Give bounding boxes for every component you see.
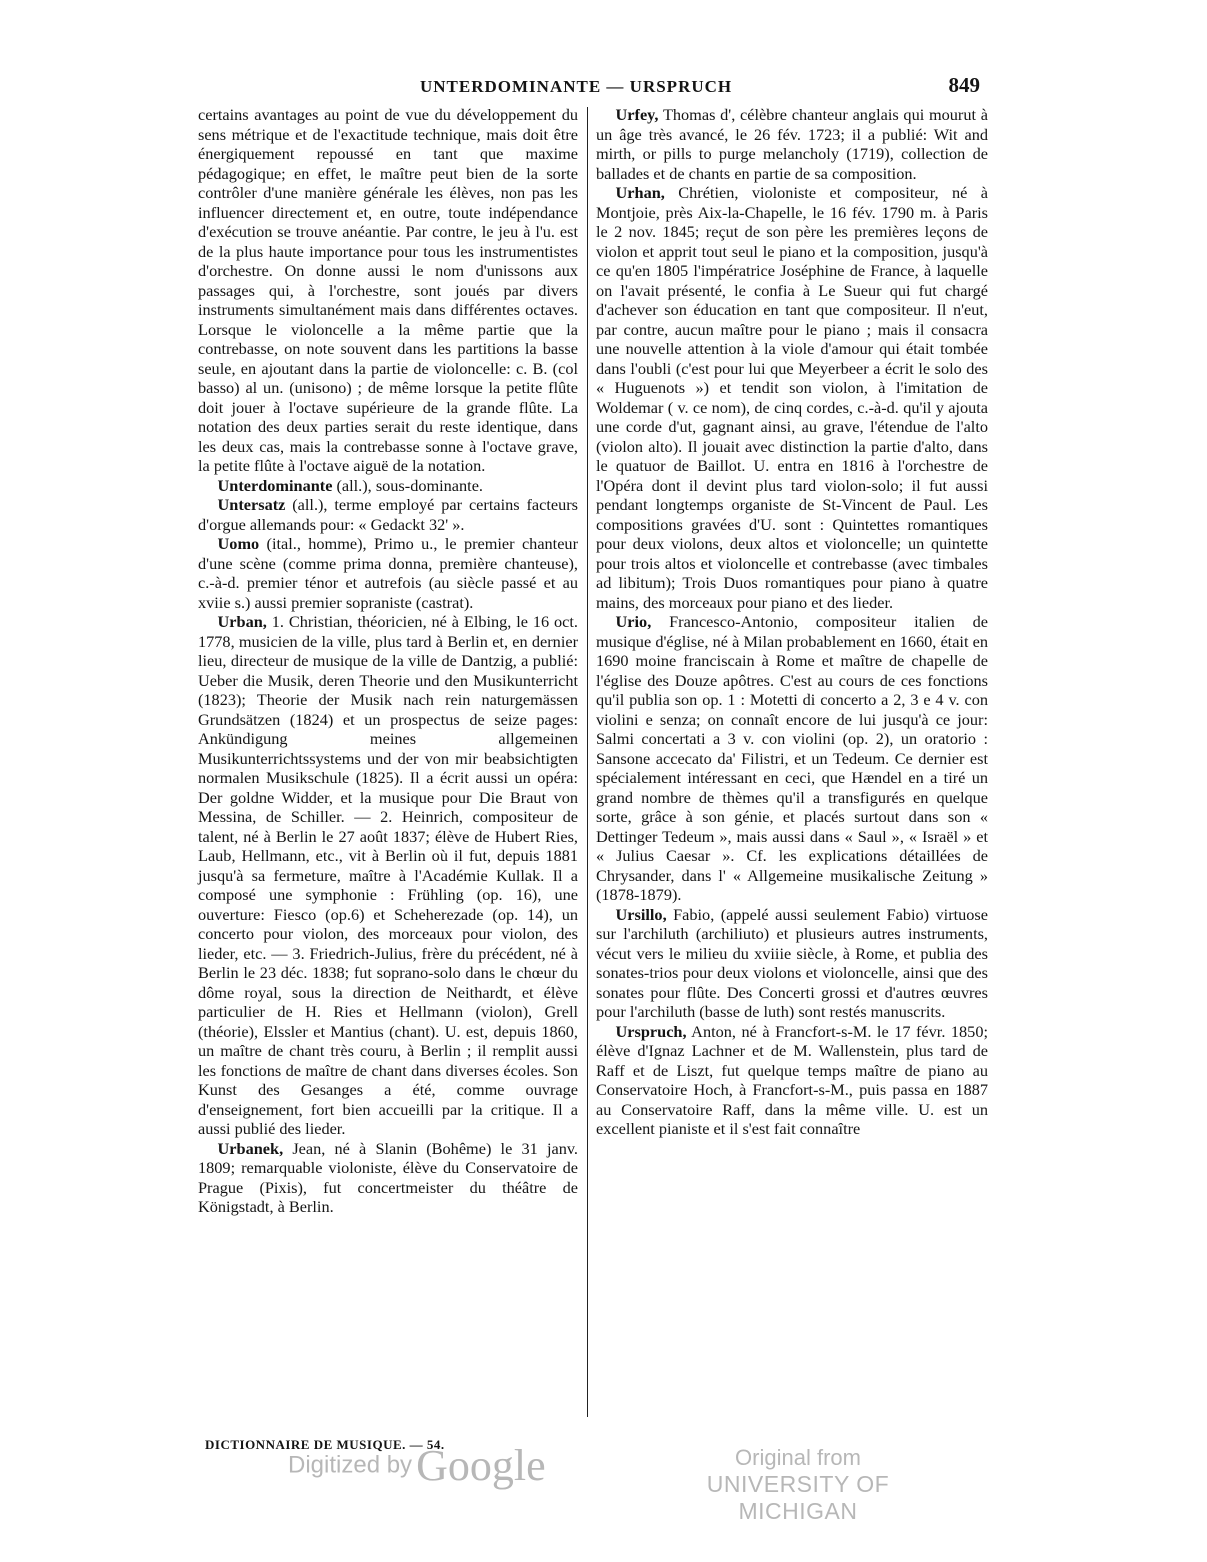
entry-ursillo	[596, 905, 988, 1022]
entry-urhan	[596, 183, 988, 612]
entry-text: (all.), terme employé par certains facteurs d'orgue allemands pour: « Gedackt 32' ».	[198, 495, 578, 534]
entry-urspruch	[596, 1022, 988, 1139]
entry-uomo	[198, 534, 578, 612]
headword: Urhan,	[615, 183, 665, 202]
digitized-label: Digitized by	[288, 1451, 413, 1479]
headword: Untersatz	[217, 495, 286, 514]
entry-text: Francesco-Antonio, compositeur italien de musique d'église, né à Milan probablement en 1660, était en 1690 moine franciscain à Rome et maître de chapelle de l'église des Douze apôtres. C'est au cours de ces fonctions qu'il publia son op. 1 : Motetti di concerto a 2, 3 e 4 v. con violini e senza; on connaît encore de lui jusqu'à ce jour: Salmi concertati a 3 v. con violini (op. 2), un oratorio : Sansone accecato da' Filistri, et un Tedeum. Ce dernier est spécialement intéressant en ceci, que Hændel en a tiré un grand nombre de thèmes qu'il a transfigurés en quelque sorte, grâce à son génie, et placés surtout dans son « Dettinger Tedeum », mais aussi dans « Saul », « Israël » et « Julius Caesar ». Cf. les explications détaillées de Chrysander, dans l' « Allgemeine musikalische Zeitung » (1878-1879).	[596, 612, 988, 904]
headword: Urbanek,	[217, 1138, 284, 1158]
right-column	[596, 105, 988, 1139]
entry-continuation	[198, 105, 578, 476]
running-header	[200, 73, 990, 103]
entry-urbanek	[198, 1139, 578, 1217]
running-title: UNTERDOMINANTE — URSPRUCH	[420, 77, 733, 96]
headword: Urban,	[217, 612, 267, 631]
entry-text: Jean, né à Slanin (Bohême) le 31 janv. 1809; remarquable violoniste, élève du Conservatoire de Prague (Pixis), fut concertmeister du théâtre de Königstadt, à Berlin.	[198, 1138, 578, 1216]
entry-unterdominante	[198, 476, 578, 496]
entry-text: certains avantages au point de vue du développement du sens métrique et de l'exactitude technique, mais doit être énergiquement repoussé en tant que maxime pédagogique; en effet, le maître peut bien de la sorte contrôler d'une manière générale les élèves, non pas les influencer directement et, en outre, toute indépendance d'exécution se trouve anéantie. Par contre, le jeu à l'u. est de la plus haute importance pour tous les instrumentistes d'orchestre. On donne aussi le nom d'unissons aux passages qui, à l'orchestre, sont joués par divers instruments simultanément mais dans différentes octaves. Lorsque le violoncelle a la même partie que la contrebasse, on note souvent dans les partitions la basse seule, en ajoutant dans la partie de violoncelle: c. B. (col basso) al un. (unisono) ; de même lorsque la petite flûte doit jouer à l'octave supérieure de la grande flûte. La notation des deux parties serait du reste identique, dans les deux cas, mais la contrebasse sonne à l'octave grave, la petite flûte à l'octave aiguë de la notation.	[198, 105, 578, 475]
entry-untersatz	[198, 495, 578, 534]
left-column	[198, 105, 578, 1217]
headword: Urfey,	[615, 105, 659, 124]
university-label: UNIVERSITY OF MICHIGAN	[706, 1471, 890, 1524]
column-divider	[587, 107, 588, 1417]
entry-urfey	[596, 105, 988, 183]
headword: Unterdominante	[217, 475, 333, 495]
entry-text: Thomas d', célèbre chanteur anglais qui mourut à un âge très avancé, le 26 fév. 1723; il a publié: Wit and mirth, or pills to purge melancholy (1719), collection de ballades et de chants en partie de sa composition.	[596, 105, 988, 183]
google-logo: Google	[416, 1441, 546, 1490]
entry-text: Fabio, (appelé aussi seulement Fabio) virtuose sur l'archiluth (archiliuto) et plusieurs autres instruments, vécut vers le milieu du xviiie siècle, à Rome, et publia des sonates-trios pour deux violons et violoncelle, ainsi que des sonates pour flûte. Des Concerti grossi et d'autres œuvres pour l'archiluth (basse de luth) sont restés manuscrits.	[596, 904, 988, 1021]
headword: Urio,	[615, 612, 652, 631]
entry-text: (all.), sous-dominante.	[332, 475, 483, 495]
page-number: 849	[948, 73, 980, 97]
headword: Uomo	[217, 534, 260, 553]
entry-urio	[596, 612, 988, 905]
entry-text: (ital., homme), Primo u., le premier chanteur d'une scène (comme prima donna, première chanteuse), c.-à-d. premier ténor et autrefois (au siècle passé et au xviie s.) aussi premier sopraniste (castrat).	[198, 534, 578, 612]
entry-urban	[198, 612, 578, 1139]
digitized-watermark	[288, 1440, 546, 1491]
entry-text: Anton, né à Francfort-s-M. le 17 févr. 1850; élève d'Ignaz Lachner et de M. Wallenstein, plus tard de Raff et de Liszt, fut quelque temps maître de piano au Conservatoire Hoch, à Francfort-s-M., puis passa en 1887 au Conservatoire Raff, dans la même ville. U. est un excellent pianiste et il s'est fait connaître	[596, 1021, 988, 1138]
original-from-watermark	[668, 1445, 928, 1525]
headword: Urspruch,	[615, 1021, 687, 1041]
entry-text: Chrétien, violoniste et compositeur, né à Montjoie, près Aix-la-Chapelle, le 16 fév. 1790 m. à Paris le 2 nov. 1845; reçut de son père les premières leçons de violon et apprit tout seul le piano et la composition, jusqu'à ce qu'en 1805 l'impératrice Joséphine de France, à laquelle on l'avait présenté, le confia à Le Sueur qui fut chargé d'achever son éducation en tant que compositeur. Il n'eut, par contre, aucun maître pour le piano ; mais il consacra une nouvelle attention à la viole d'amour qui était tombée dans l'oubli (c'est pour lui que Meyerbeer a écrit le solo des « Huguenots ») et tendit son violon, à l'imitation de Woldemar ( v. ce nom), de cinq cordes, c.-à-d. qu'il y ajouta une corde d'ut, gagnant ainsi, au grave, l'étendue de l'alto (violon alto). Il jouait avec distinction la partie d'alto, dans le quatuor de Baillot. U. entra en 1816 à l'orchestre de l'Opéra dont il devint plus tard violon-solo; il fut aussi pendant longtemps organiste de St-Vincent de Paul. Les compositions gravées d'U. sont : Quintettes romantiques pour deux violons, deux altos et violoncelle; un quintette pour trois altos et violoncelle et contrebasse (avec timbales ad libitum); Trois Duos romantiques pour piano à quatre mains, des morceaux pour piano et des lieder.	[596, 183, 988, 612]
headword: Ursillo,	[615, 904, 667, 924]
original-from-label: Original from	[735, 1445, 861, 1470]
footer-signature: DICTIONNAIRE DE MUSIQUE. — 54.	[205, 1437, 445, 1452]
entry-text: 1. Christian, théoricien, né à Elbing, le 16 oct. 1778, musicien de la ville, plus tard à Berlin et, en dernier lieu, directeur de musique de la ville de Dantzig, a publié: Ueber die Musik, deren Theorie und den Musikunterricht (1823); Theorie der Musik nach rein naturgemässen Grundsätzen (1824) et un prospectus de seize pages: Ankündigung meines allgemeinen Musikunterrichtssystems und der von mir beabsichtigten normalen Musikschule (1825). Il a écrit aussi un opéra: Der goldne Widder, et la musique pour Die Braut von Messina, de Schiller. — 2. Heinrich, compositeur de talent, né à Berlin le 27 août 1837; élève de Hubert Ries, Laub, Hellmann, etc., vit à Berlin où il fut, depuis 1881 jusqu'à sa fermeture, maître à l'Académie Kullak. Il a composé une symphonie : Frühling (op. 16), une ouverture: Fiesco (op.6) et Scheherezade (op. 14), un concerto pour violon, des morceaux pour violon, des lieder, etc. — 3. Friedrich-Julius, frère du précédent, né à Berlin le 23 déc. 1838; fut soprano-solo dans le chœur du dôme royal, sous la direction de Neithardt, et élève particulier de H. Ries et Hellmann (violon), Grell (théorie), Elssler et Mantius (chant). U. est, depuis 1860, un maître de chant très couru, à Berlin ; il remplit aussi les fonctions de maître de chant dans diverses écoles. Son Kunst des Gesanges a été, comme ouvrage d'enseignement, fort bien accueilli par la critique. Il a aussi publié des lieder.	[198, 612, 578, 1138]
